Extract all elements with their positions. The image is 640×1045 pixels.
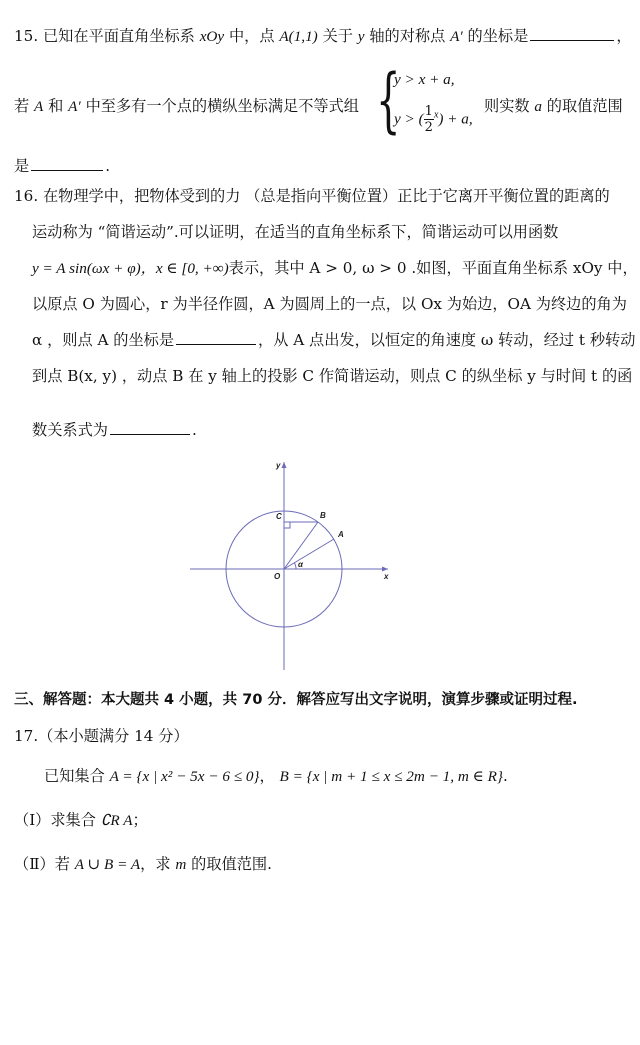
q15-line2-tail: 则实数 a 的取值范围 <box>484 97 623 115</box>
q16-line7: 数关系式为 . <box>32 421 197 439</box>
q15-line1: 15. 已知在平面直角坐标系 xOy 中，点 A(1,1) 关于 y 轴的对称点 A′ 的坐标是 ， <box>14 27 632 45</box>
answer-blank[interactable] <box>530 26 614 41</box>
section3-heading: 三、解答题：本大题共 4 小题，共 70 分．解答应写出文字说明，演算步骤或证明过程. <box>14 692 578 708</box>
label-C: C <box>276 512 282 521</box>
q15-line3: 是 . <box>14 157 111 175</box>
inequality-2: y > ( $\frac{1}{2}$ $^x$) + a, <box>394 104 473 135</box>
q16-line4: 以原点 O 为圆心，r 为半径作圆，A 为圆周上的一点，以 Ox 为始边，OA 为终边的角为 <box>32 295 627 313</box>
label-O: O <box>274 572 281 581</box>
unit-circle-figure <box>0 450 640 680</box>
fraction: $\frac{1}{2}$ <box>424 104 433 135</box>
label-B: B <box>320 511 326 520</box>
q15-line2: 若 A 和 A′ 中至多有一个点的横纵坐标满足不等式组 <box>14 97 359 115</box>
label-alpha: α <box>298 560 303 569</box>
q17-part1: （Ⅰ）求集合 ∁R A； <box>14 811 148 829</box>
label-A: A <box>338 530 344 539</box>
q16-line5: α ，则点 A 的坐标是 ，从 A 点出发，以恒定的角速度 ω 转动，经过 t 秒转动 <box>32 331 636 349</box>
right-angle-mark <box>284 522 290 528</box>
q17-part2: （Ⅱ）若 A ∪ B = A，求 m 的取值范围. <box>14 855 272 873</box>
answer-blank[interactable] <box>31 156 103 171</box>
label-y: y <box>276 461 281 470</box>
y-axis-arrow <box>282 462 287 468</box>
q17-given: 已知集合 A = {x | x² − 5x − 6 ≤ 0}， B = {x | m + 1 ≤ x ≤ 2m − 1, m ∈ R}. <box>44 767 508 785</box>
segment-OA <box>284 539 334 569</box>
inequality-system <box>376 59 480 146</box>
angle-arc <box>294 563 296 569</box>
q16-line6: 到点 B(x, y) ，动点 B 在 y 轴上的投影 C 作简谐运动，则点 C 的纵坐标 y 与时间 t 的函 <box>32 367 633 385</box>
answer-blank[interactable] <box>110 420 190 435</box>
inequality-1: y > x + a, <box>394 71 455 88</box>
q16-line3: y = A sin(ωx + φ)，x ∈ [0, +∞)表示，其中 A > 0, ω > 0 .如图，平面直角坐标系 xOy 中， <box>32 259 638 277</box>
label-x: x <box>384 572 389 581</box>
q17-header: 17.（本小题满分 14 分） <box>14 727 189 745</box>
q16-line2: 运动称为 “简谐运动”.可以证明，在适当的直角坐标系下，简谐运动可以用函数 <box>32 223 559 241</box>
q16-line1: 16. 在物理学中，把物体受到的力 （总是指向平衡位置）正比于它离开平衡位置的距离的 <box>14 187 610 205</box>
left-brace: { <box>376 59 401 141</box>
answer-blank[interactable] <box>176 330 256 345</box>
x-axis-arrow <box>382 567 388 572</box>
